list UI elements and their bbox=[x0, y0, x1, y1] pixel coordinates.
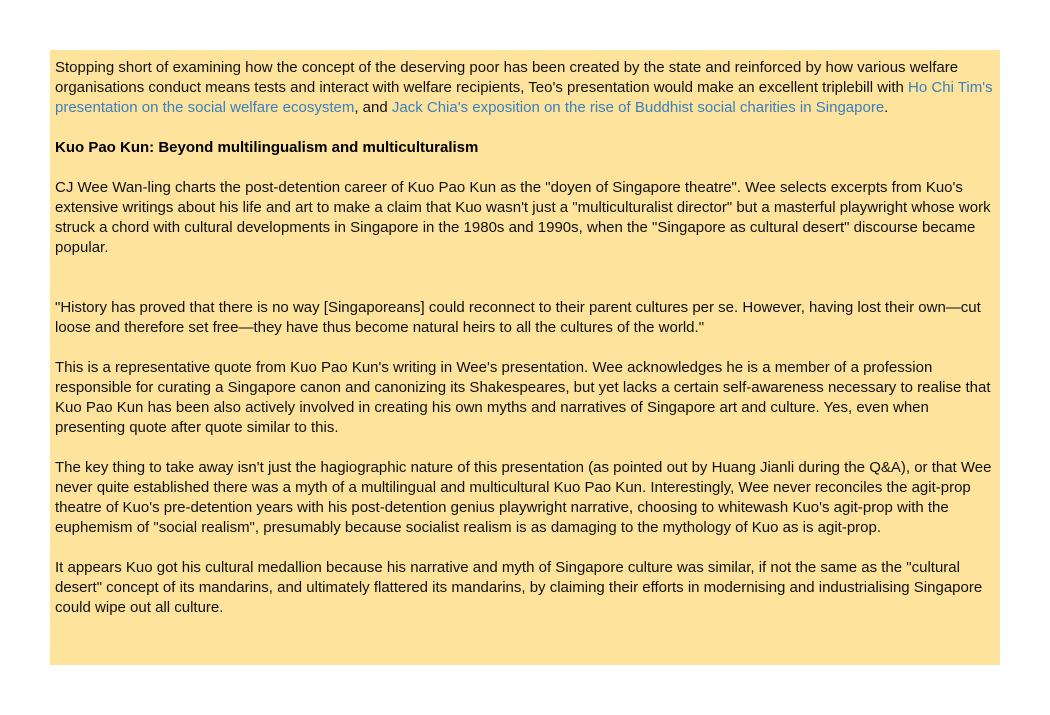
ho-chi-tim-link[interactable]: Ho Chi Tim's presentation on the social welfare ecosystem bbox=[55, 79, 993, 116]
intro-paragraph bbox=[55, 58, 995, 118]
intro-text-start: Stopping short of examining how the concept of the deserving poor has been created by the state and reinforced by how various welfare organisations conduct means tests and interact with welfare recipients, Teo's presentation would make an excellent triplebill with bbox=[55, 59, 959, 96]
intro-text-middle: , and bbox=[354, 99, 392, 116]
article-panel bbox=[50, 50, 1000, 665]
kuo-quote: "History has proved that there is no way [Singaporeans] could reconnect to their parent cultures per se. However, having lost their own—cut loose and therefore set free—they have thus become natural heirs to all the cultures of the world." bbox=[55, 299, 981, 336]
key-takeaway-paragraph: The key thing to take away isn't just the hagiographic nature of this presentation (as pointed out by Huang Jianli during the Q&A), or that Wee never quite established there was a myth of a multilingual and multicultural Kuo Pao Kun. Interestingly, Wee never reconciles the agit-prop theatre of Kuo's pre-detention years with his post-detention genius playwright narrative, choosing to whitewash Kuo's agit-prop with the euphemism of "social realism", presumably because socialist realism is as damaging to the mythology of Kuo as is agit-prop. bbox=[55, 459, 992, 536]
wee-paragraph: CJ Wee Wan-ling charts the post-detention career of Kuo Pao Kun as the "doyen of Singapore theatre". Wee selects excerpts from Kuo's extensive writings about his life and art to make a claim that Kuo wasn't just a "multiculturalist director" but a masterful playwright whose work struck a chord with cultural developments in Singapore in the 1980s and 1990s, when the "Singapore as cultural desert" discourse became popular. bbox=[55, 179, 991, 256]
cultural-medallion-paragraph: It appears Kuo got his cultural medallion because his narrative and myth of Singapore culture was similar, if not the same as the "cultural desert" concept of its mandarins, and ultimately flattered its mandarins, by claiming their efforts in modernising and industrialising Singapore could wipe out all culture. bbox=[55, 559, 983, 616]
quote-analysis-paragraph: This is a representative quote from Kuo Pao Kun's writing in Wee's presentation. Wee acknowledges he is a member of a profession responsible for curating a Singapore canon and canonizing its Shakespeares, but yet lacks a certain self-awareness necessary to realise that Kuo Pao Kun has been also actively involved in creating his own myths and narratives of Singapore art and culture. Yes, even when presenting quote after quote similar to this. bbox=[55, 359, 991, 436]
intro-text-end: . bbox=[884, 99, 889, 116]
section-heading: Kuo Pao Kun: Beyond multilingualism and multiculturalism bbox=[55, 139, 479, 156]
jack-chia-link[interactable]: Jack Chia's exposition on the rise of Buddhist social charities in Singapore bbox=[391, 99, 885, 116]
